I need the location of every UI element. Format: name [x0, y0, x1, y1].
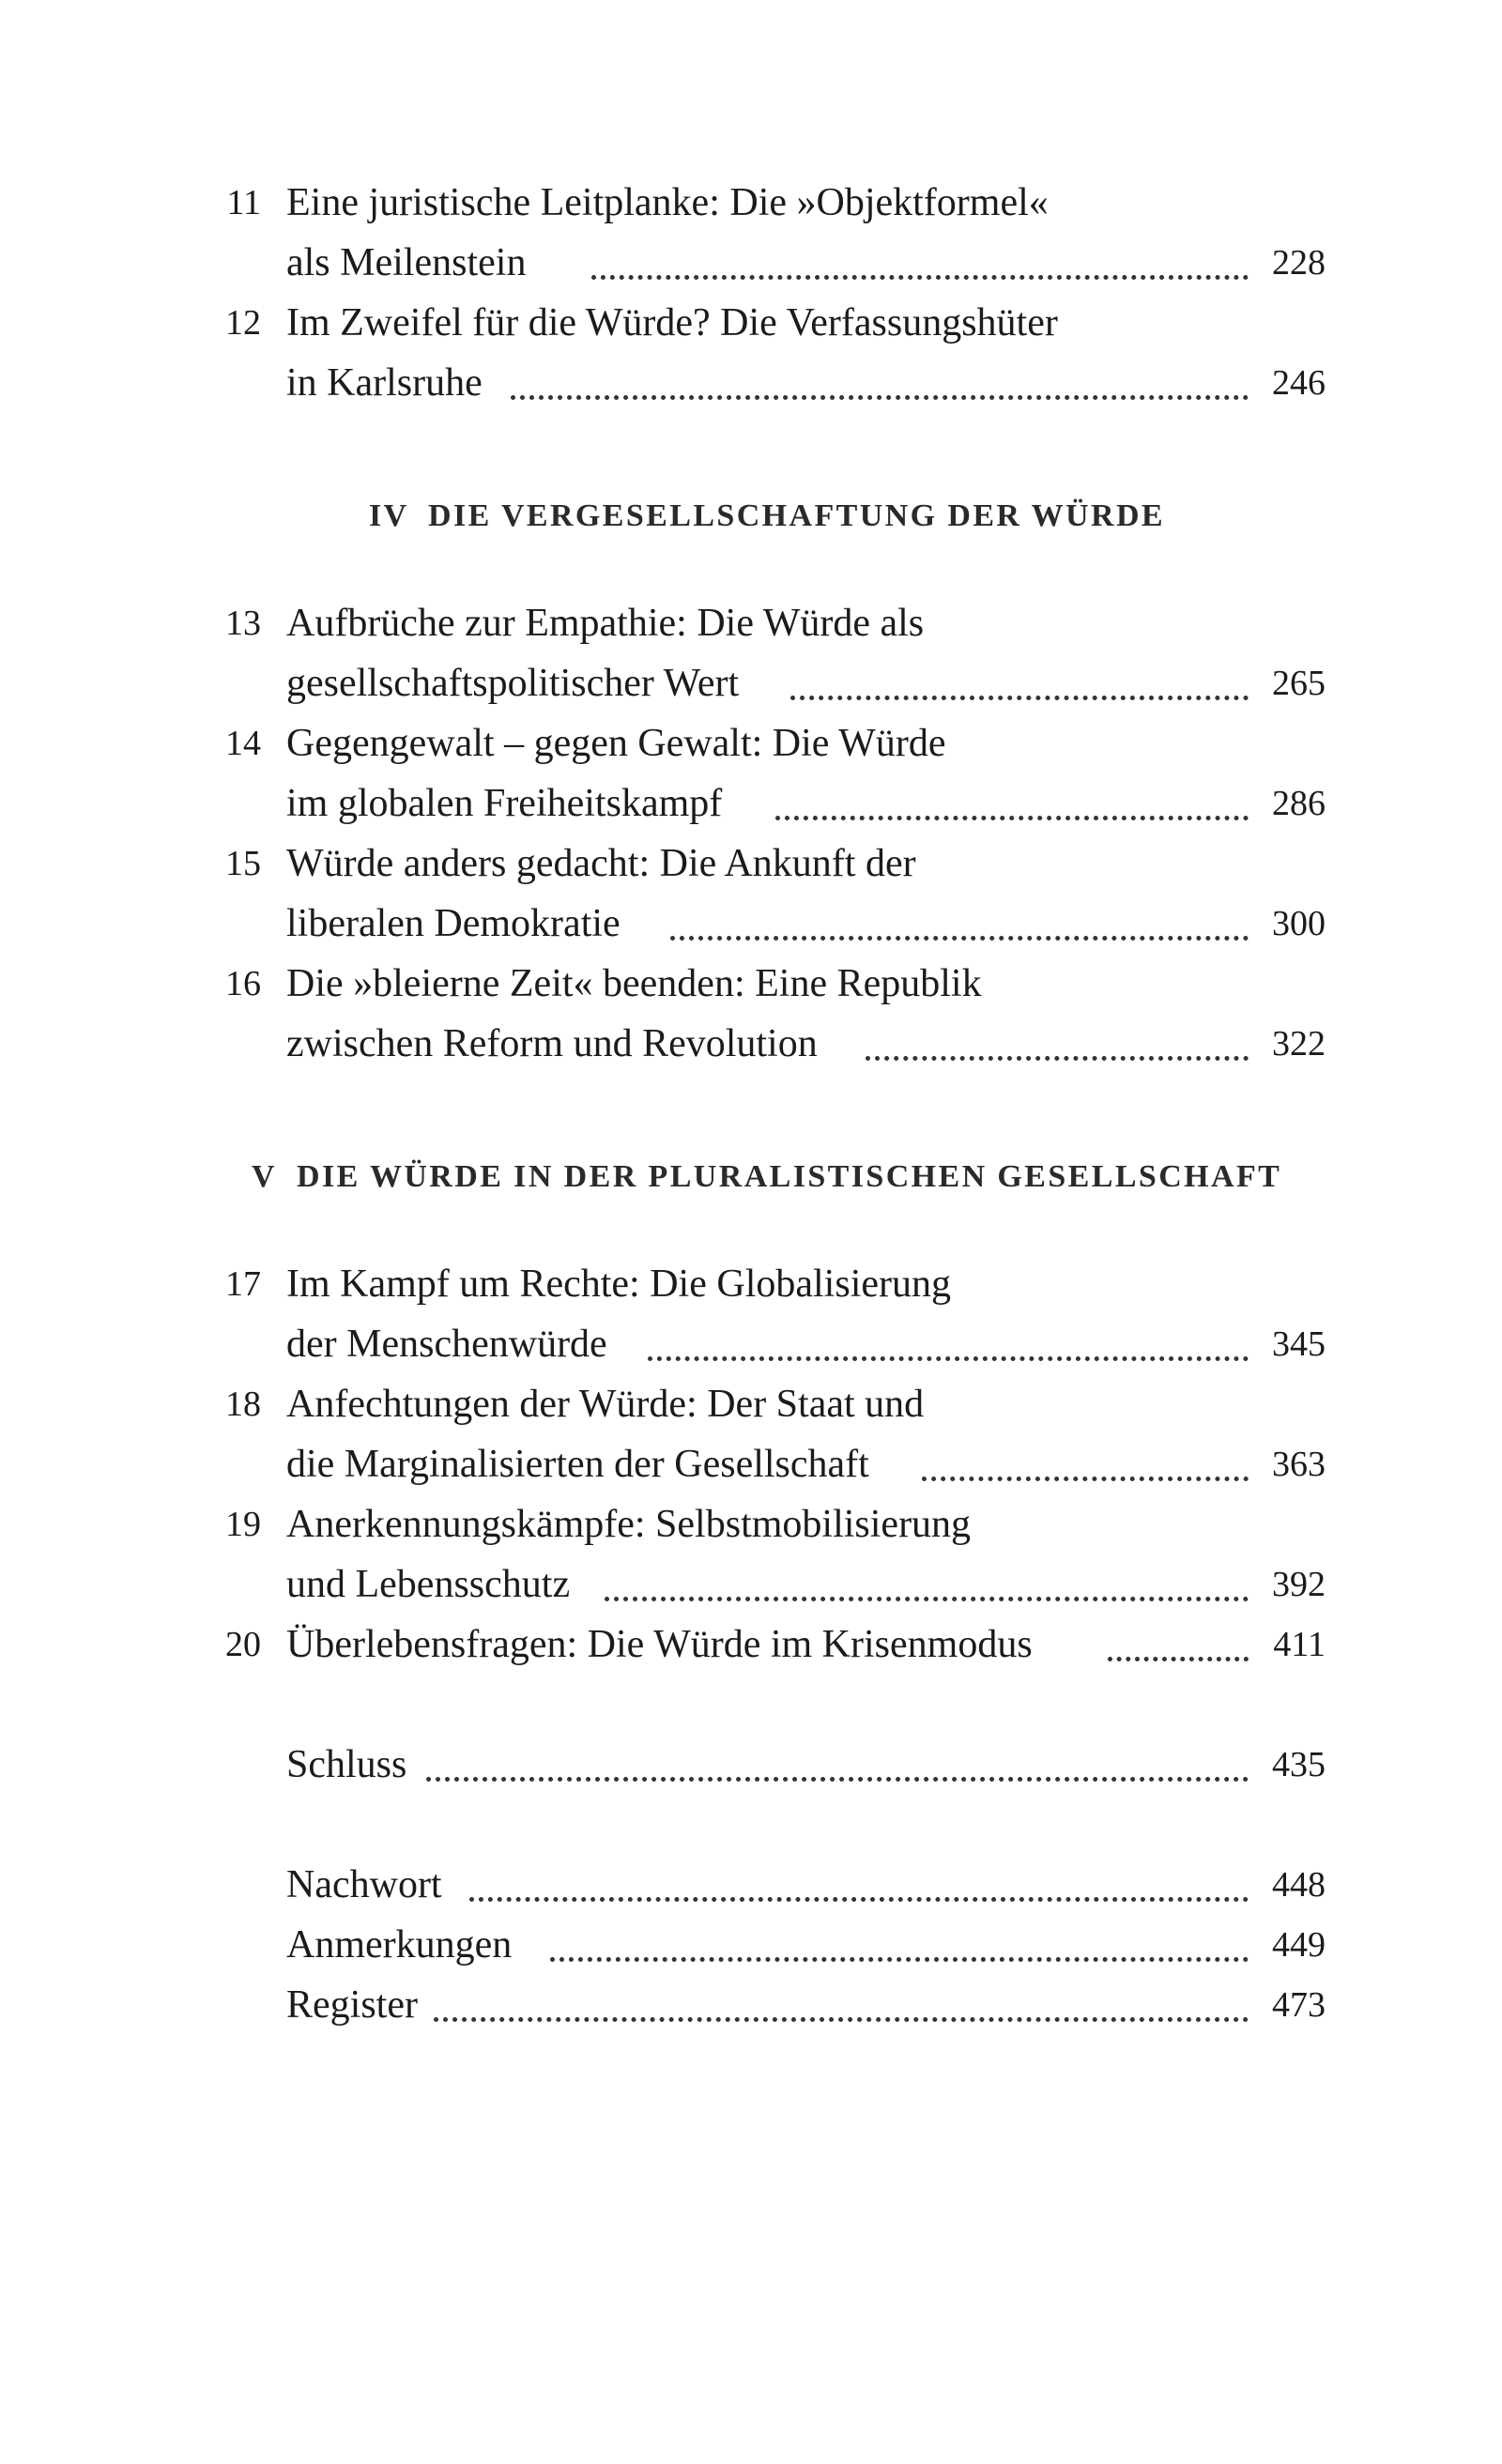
chapter-number: 12	[225, 303, 261, 343]
toc-entry-register	[0, 1975, 1502, 2035]
toc-entry-11-line2	[0, 233, 1502, 293]
chapter-title-continued: im globalen Freiheitskampf	[286, 782, 723, 825]
part-title: DIE WÜRDE IN DER PLURALISTISCHEN GESELLSCHAFT	[297, 1159, 1282, 1194]
toc-entry-20	[0, 1615, 1502, 1675]
dot-leader	[591, 220, 1249, 280]
dot-leader	[775, 760, 1249, 820]
toc-entry-18-line1	[0, 1374, 1502, 1434]
part-title: DIE VERGESELLSCHAFTUNG DER WÜRDE	[428, 498, 1165, 533]
chapter-title: Die »bleierne Zeit« beenden: Eine Republik	[286, 962, 982, 1005]
toc-entry-14-line1	[0, 713, 1502, 773]
chapter-number: 18	[225, 1385, 261, 1424]
chapter-title-continued: gesellschaftspolitischer Wert	[286, 662, 740, 705]
appendix-title: Register	[286, 1983, 418, 2027]
dot-leader	[1108, 1601, 1249, 1661]
appendix-title: Anmerkungen	[286, 1923, 513, 1967]
page-number: 228	[1272, 243, 1326, 283]
appendix-title: Nachwort	[286, 1863, 442, 1906]
part-number: V	[252, 1159, 277, 1194]
dot-leader	[670, 880, 1249, 941]
chapter-number: 14	[225, 724, 261, 763]
chapter-number: 17	[225, 1264, 261, 1304]
part-number: IV	[369, 498, 409, 533]
toc-entry-16-line2	[0, 1014, 1502, 1074]
toc-entry-19-line2	[0, 1554, 1502, 1615]
page-number: 322	[1272, 1024, 1326, 1064]
dot-leader	[550, 1902, 1249, 1962]
chapter-number: 13	[225, 604, 261, 643]
toc-entry-16-line1	[0, 954, 1502, 1014]
part-heading-iv	[0, 486, 1502, 546]
part-heading-v	[0, 1147, 1502, 1207]
page-number: 300	[1272, 904, 1326, 943]
page-number: 411	[1273, 1625, 1326, 1664]
chapter-title-continued: als Meilenstein	[286, 241, 527, 284]
chapter-title-continued: der Menschenwürde	[286, 1323, 607, 1366]
page-number: 345	[1272, 1324, 1326, 1364]
chapter-title: Anerkennungskämpfe: Selbstmobilisierung	[286, 1503, 972, 1546]
page-number: 448	[1272, 1865, 1326, 1905]
page-number: 392	[1272, 1565, 1326, 1604]
chapter-title-continued: die Marginalisierten der Gesellschaft	[286, 1443, 869, 1486]
dot-leader	[922, 1421, 1249, 1481]
toc-entry-14-line2	[0, 773, 1502, 834]
chapter-title: Im Zweifel für die Würde? Die Verfassungshüter	[286, 301, 1058, 344]
page-number: 246	[1272, 363, 1326, 403]
chapter-title-continued: liberalen Demokratie	[286, 902, 621, 945]
dot-leader	[511, 340, 1249, 400]
dot-leader	[605, 1541, 1249, 1601]
chapter-title: Würde anders gedacht: Die Ankunft der	[286, 842, 916, 885]
dot-leader	[866, 1001, 1249, 1061]
dot-leader	[469, 1842, 1249, 1902]
chapter-title: Überlebensfragen: Die Würde im Krisenmodus	[286, 1623, 1033, 1666]
dot-leader	[434, 1962, 1249, 2022]
chapter-title: Im Kampf um Rechte: Die Globalisierung	[286, 1263, 951, 1306]
toc-entry-schluss	[0, 1735, 1502, 1795]
page-number: 286	[1272, 784, 1326, 823]
chapter-title-continued: zwischen Reform und Revolution	[286, 1022, 818, 1065]
chapter-title: Anfechtungen der Würde: Der Staat und	[286, 1383, 925, 1426]
page-number: 449	[1272, 1925, 1326, 1965]
closing-title: Schluss	[286, 1743, 407, 1786]
toc-entry-13-line1	[0, 593, 1502, 653]
toc-entry-12-line2	[0, 353, 1502, 413]
toc-entry-15-line2	[0, 894, 1502, 954]
chapter-title-continued: in Karlsruhe	[286, 361, 483, 405]
toc-entry-18-line2	[0, 1434, 1502, 1494]
chapter-title-continued: und Lebensschutz	[286, 1563, 571, 1606]
chapter-title: Aufbrüche zur Empathie: Die Würde als	[286, 602, 925, 645]
chapter-number: 20	[225, 1625, 261, 1664]
page-number: 435	[1272, 1745, 1326, 1784]
chapter-number: 15	[225, 844, 261, 883]
chapter-number: 11	[226, 183, 261, 222]
toc-entry-13-line2	[0, 653, 1502, 713]
dot-leader	[426, 1722, 1249, 1782]
chapter-title: Gegengewalt – gegen Gewalt: Die Würde	[286, 722, 946, 765]
chapter-number: 19	[225, 1505, 261, 1544]
chapter-title: Eine juristische Leitplanke: Die »Objektformel«	[286, 181, 1049, 224]
chapter-number: 16	[225, 964, 261, 1003]
dot-leader	[790, 640, 1249, 700]
dot-leader	[648, 1301, 1249, 1361]
page-number: 265	[1272, 664, 1326, 703]
page-number: 363	[1272, 1445, 1326, 1484]
page-number: 473	[1272, 1985, 1326, 2025]
toc-entry-17-line2	[0, 1314, 1502, 1374]
